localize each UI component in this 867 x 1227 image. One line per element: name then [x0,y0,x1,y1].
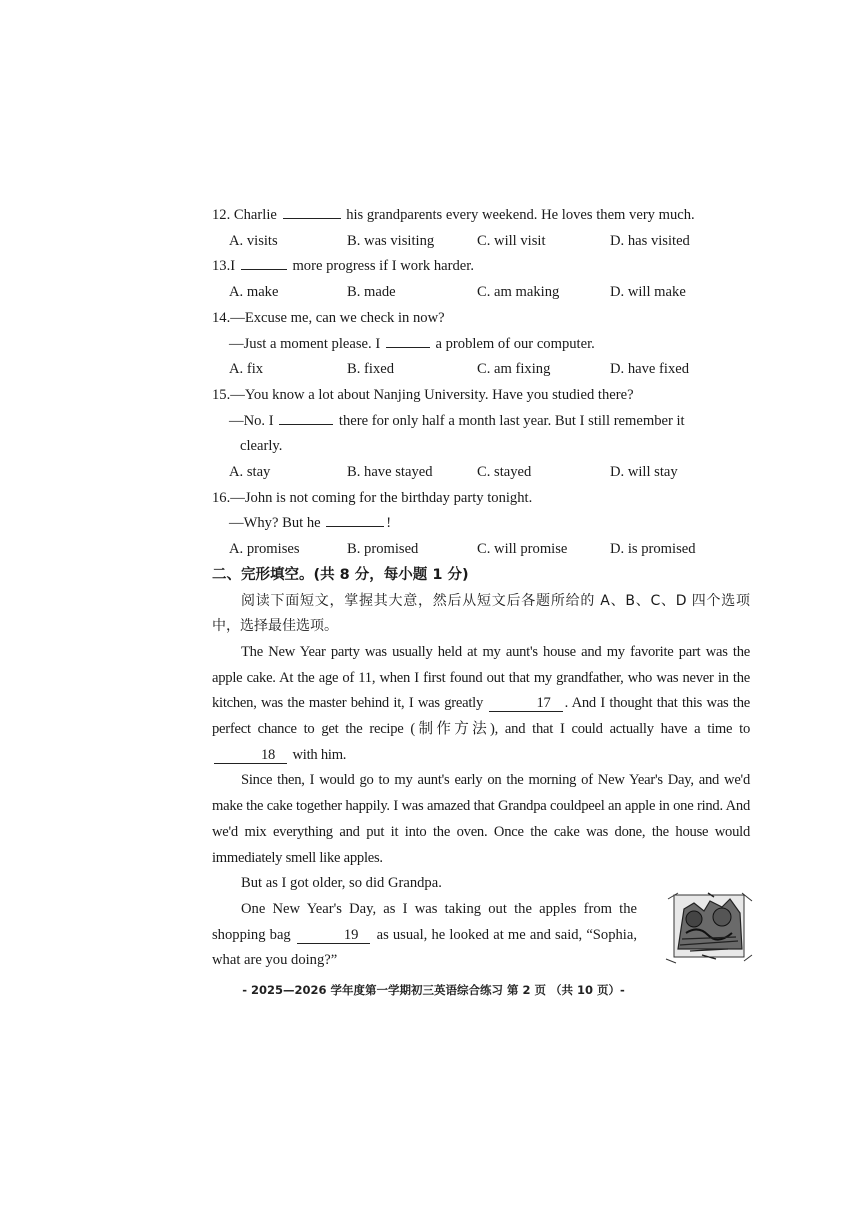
option-d: D. has visited [610,232,690,249]
question-13 [212,254,750,305]
passage-text: with him. [292,746,347,763]
passage-paragraph-1 [212,640,750,769]
option-row [212,357,750,383]
option-b: B. made [347,284,396,301]
dialog-line [212,511,750,537]
stem-text: more progress if I work harder. [292,258,474,275]
question-16 [212,486,750,563]
sketch-illustration [664,889,754,967]
option-a: A. make [229,284,279,301]
answer-blank [279,409,333,425]
question-number: 12. [212,207,231,223]
question-12 [212,203,750,254]
option-a: A. stay [229,464,271,481]
option-d: D. will stay [610,464,678,481]
question-number: 16. [212,489,231,506]
dialog-line-continued: clearly. [240,438,283,455]
question-stem [212,203,750,229]
question-15 [212,383,750,486]
stem-text: —Just a moment please. I [229,335,381,352]
dialog-line: —Excuse me, can we check in now? [230,309,445,326]
section-heading: 二、完形填空。(共 8 分，每小题 1 分) [212,566,469,583]
question-stem [212,306,750,332]
option-row [212,537,750,563]
option-c: C. am fixing [477,361,551,378]
stem-text: his grandparents every weekend. He loves them very much. [346,207,695,223]
question-number: 14. [212,309,231,326]
option-b: B. have stayed [347,464,433,481]
option-row [212,280,750,306]
stem-text: there for only half a month last year. But I still remember it [338,412,685,429]
dialog-line [212,409,750,435]
question-14 [212,306,750,383]
question-stem [212,383,750,409]
option-d: D. is promised [610,541,696,558]
answer-blank [326,511,384,527]
stem-text: Charlie [233,207,277,223]
passage-paragraph-2: Since then, I would go to my aunt's early on the morning of New Year's Day, and we'd make the cake together happily. I was amazed that Grandpa couldpeel an apple in one rind. And we'd mix everything and put it into the oven. Once the cake was done, the house would immediately smell like apples. [212,772,750,866]
stem-text: ! [386,515,392,532]
passage-paragraph-4 [212,897,637,974]
question-stem [212,254,750,280]
question-number: 13. [212,258,231,275]
option-b: B. was visiting [347,232,435,249]
page-content [212,203,750,974]
option-a: A. visits [229,232,278,249]
stem-text: I [230,258,236,275]
option-c: C. am making [477,284,560,301]
passage-text: The New Year party was usually held at my aunt's house and my favorite part was the apple cake. At the age of 11, when I first found out that my grandfather, who was never in the kitchen, was the master behind it, I was greatly [212,643,750,712]
option-d: D. will make [610,284,686,301]
question-stem [212,486,750,512]
option-d: D. have fixed [610,361,690,378]
option-c: C. stayed [477,464,532,481]
stem-text: —Why? But he [229,515,321,532]
passage-paragraph-4-block [212,897,750,974]
option-c: C. will promise [477,541,568,558]
option-row [212,229,750,255]
passage-text: . And I thought that this was the perfect chance to get the recipe (制作方法), and that I could actually have a time to [212,695,750,738]
stem-text: —No. I [229,412,274,429]
section-instruction: 阅读下面短文，掌握其大意，然后从短文后各题所给的 A、B、C、D 四个选项中，选择最佳选项。 [212,592,750,635]
option-a: A. fix [229,361,264,378]
answer-blank [283,203,341,219]
passage-paragraph-3: But as I got older, so did Grandpa. [241,875,442,892]
option-b: B. fixed [347,361,395,378]
answer-blank [386,332,430,348]
cloze-blank-17: 17 [489,695,562,712]
option-row [212,460,750,486]
option-a: A. promises [229,541,300,558]
stem-text: a problem of our computer. [435,335,595,352]
cloze-blank-19: 19 [297,927,371,944]
dialog-line: —You know a lot about Nanjing University. Have you studied there? [230,386,634,403]
cloze-blank-18: 18 [214,747,287,764]
passage-text: as usual, he looked at me and said, “Sophia, what are you doing?” [212,926,637,969]
dialog-line: —John is not coming for the birthday party tonight. [230,489,533,506]
answer-blank [241,254,287,270]
page-footer: - 2025—2026 学年度第一学期初三英语综合练习 第 2 页 （共 10 页）- [242,983,625,997]
passage-text: One New Year's Day, as I was taking out the apples from the shopping bag [212,900,637,943]
option-c: C. will visit [477,232,546,249]
dialog-line [212,332,750,358]
question-number: 15. [212,386,231,403]
option-b: B. promised [347,541,419,558]
